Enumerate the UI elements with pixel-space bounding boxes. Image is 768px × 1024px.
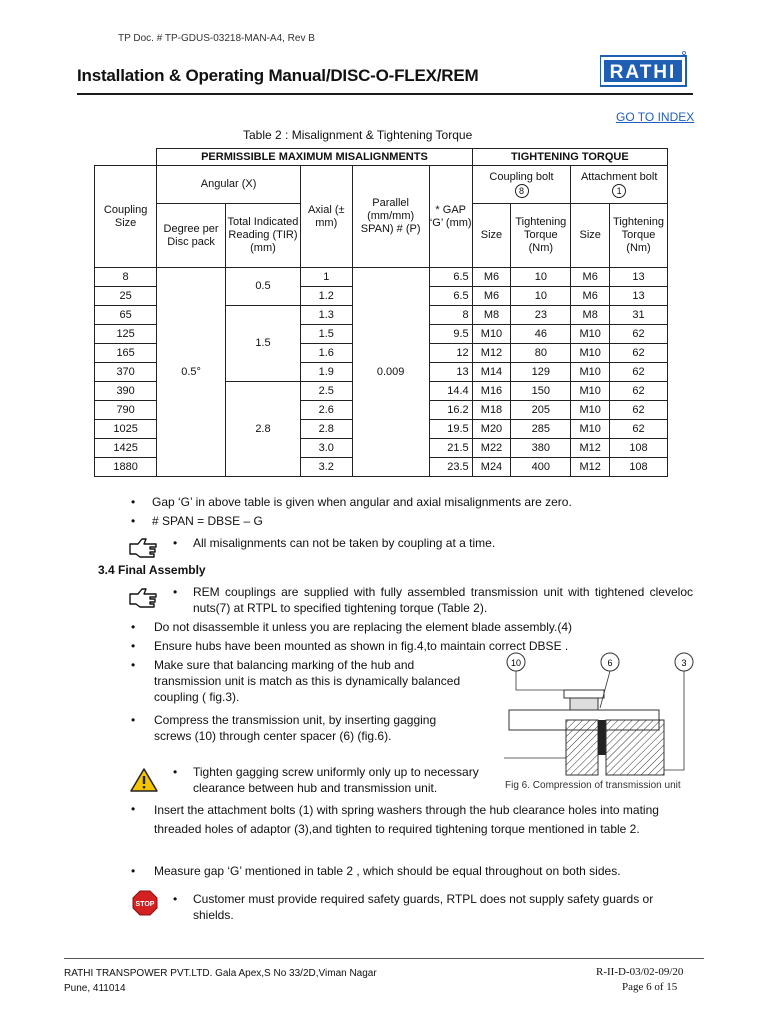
attachment-bolt-ref: 1 [612,184,626,198]
header-ab-size: Size [571,204,610,268]
attachment-bolt-torque-cell: 62 [610,420,668,439]
coupling-bolt-size-cell: M6 [472,268,511,287]
header-angular: Angular (X) [157,166,301,204]
header-cb-size: Size [472,204,511,268]
attachment-bolt-torque-cell: 108 [610,458,668,477]
step-balancing-marking: • Make sure that balancing marking of the hub and transmission unit is match as this is dynamically balanced coupling ( fig.3). [131,658,461,704]
pointing-hand-icon [128,586,158,608]
tir-cell: 1.5 [225,306,300,382]
gap-cell: 13 [429,363,472,382]
coupling-bolt-torque-cell: 150 [511,382,571,401]
coupling-bolt-size-cell: M18 [472,401,511,420]
coupling-size-cell: 125 [95,325,157,344]
axial-cell: 1 [301,268,353,287]
header-attachment-bolt [571,166,668,204]
attachment-bolt-label: Attachment bolt [580,171,658,183]
tir-cell: 0.5 [225,268,300,306]
coupling-bolt-ref: 8 [515,184,529,198]
stop-label: STOP [135,901,155,908]
attachment-bolt-torque-cell: 31 [610,306,668,325]
header-rule [77,93,693,95]
pointing-hand-icon [128,536,158,558]
coupling-bolt-torque-cell: 10 [511,287,571,306]
gap-cell: 12 [429,344,472,363]
step-ensure-hubs: • Ensure hubs have been mounted as shown in fig.4,to maintain correct DBSE . [131,639,569,653]
attachment-bolt-torque-cell: 62 [610,344,668,363]
coupling-bolt-torque-cell: 205 [511,401,571,420]
axial-cell: 2.8 [301,420,353,439]
footer-address [64,966,377,996]
callout-6: 6 [607,658,613,668]
coupling-size-cell: 65 [95,306,157,325]
coupling-size-cell: 1025 [95,420,157,439]
coupling-bolt-size-cell: M24 [472,458,511,477]
gap-cell: 19.5 [429,420,472,439]
attachment-bolt-torque-cell: 62 [610,363,668,382]
gap-cell: 21.5 [429,439,472,458]
axial-cell: 1.5 [301,325,353,344]
step-safety-guards: • Customer must provide required safety guards, RTPL does not supply safety guards or shields. [173,892,654,922]
header-degree-per-disc-pack: Degree per Disc pack [157,204,226,268]
coupling-size-cell: 25 [95,287,157,306]
header-cb-torque: Tightening Torque (Nm) [511,204,571,268]
header-coupling-bolt [472,166,571,204]
step-rem-supplied: • REM couplings are supplied with fully assembled transmission unit with tightened cleveloc nuts(7) at RTPL to specified tightening torque (Table 2). [173,585,693,615]
gap-cell: 6.5 [429,287,472,306]
axial-cell: 1.6 [301,344,353,363]
coupling-bolt-size-cell: M22 [472,439,511,458]
coupling-size-cell: 165 [95,344,157,363]
misalignment-torque-table [94,148,668,477]
attachment-bolt-size-cell: M10 [571,401,610,420]
callout-3: 3 [681,658,687,668]
step-do-not-disassemble: • Do not disassemble it unless you are replacing the element blade assembly.(4) [131,620,572,634]
parallel-cell: 0.009 [352,268,429,477]
axial-cell: 1.2 [301,287,353,306]
coupling-bolt-size-cell: M14 [472,363,511,382]
warning-icon [129,767,159,793]
coupling-bolt-size-cell: M8 [472,306,511,325]
attachment-bolt-torque-cell: 62 [610,382,668,401]
coupling-bolt-torque-cell: 80 [511,344,571,363]
axial-cell: 1.9 [301,363,353,382]
attachment-bolt-size-cell: M10 [571,344,610,363]
attachment-bolt-size-cell: M10 [571,363,610,382]
axial-cell: 2.5 [301,382,353,401]
coupling-bolt-torque-cell: 10 [511,268,571,287]
coupling-bolt-torque-cell: 285 [511,420,571,439]
header-gap: * GAP ‘G’ (mm) [429,166,472,268]
step-measure-gap: • Measure gap ‘G’ mentioned in table 2 , which should be equal throughout on both sides. [131,864,621,878]
figure-6-compression-diagram [504,650,694,780]
header-tightening-torque: TIGHTENING TORQUE [472,149,667,166]
tir-cell: 2.8 [225,382,300,477]
coupling-size-cell: 1880 [95,458,157,477]
axial-cell: 1.3 [301,306,353,325]
header-axial: Axial (± mm) [301,166,353,268]
section-heading: 3.4 Final Assembly [98,563,206,577]
header-ab-torque: Tightening Torque (Nm) [610,204,668,268]
gap-cell: 6.5 [429,268,472,287]
coupling-bolt-size-cell: M16 [472,382,511,401]
coupling-bolt-torque-cell: 380 [511,439,571,458]
attachment-bolt-size-cell: M10 [571,382,610,401]
header-permissible-misalignments: PERMISSIBLE MAXIMUM MISALIGNMENTS [157,149,472,166]
attachment-bolt-size-cell: M10 [571,420,610,439]
coupling-bolt-torque-cell: 23 [511,306,571,325]
coupling-bolt-size-cell: M12 [472,344,511,363]
coupling-bolt-torque-cell: 129 [511,363,571,382]
coupling-size-cell: 8 [95,268,157,287]
step-insert-bolts: • Insert the attachment bolts (1) with spring washers through the hub clearance holes into mating threaded holes of adaptor (3),and tighten to required tightening torque mentioned in table 2. [131,802,659,836]
footer-city: Pune, 411014 [64,983,126,994]
coupling-bolt-size-cell: M20 [472,420,511,439]
attachment-bolt-torque-cell: 13 [610,287,668,306]
axial-cell: 2.6 [301,401,353,420]
attachment-bolt-size-cell: M6 [571,268,610,287]
footer-company: RATHI TRANSPOWER PVT.LTD. Gala Apex,S No 33/2D,Viman Nagar [64,968,377,979]
header-coupling-size: Coupling Size [95,166,157,268]
axial-cell: 3.0 [301,439,353,458]
coupling-size-cell: 370 [95,363,157,382]
rathi-logo [600,50,688,90]
coupling-bolt-size-cell: M6 [472,287,511,306]
attachment-bolt-size-cell: M12 [571,439,610,458]
coupling-bolt-torque-cell: 46 [511,325,571,344]
stop-sign-icon [132,890,158,916]
logo-text: RATHI [609,62,677,83]
header-tir: Total Indicated Reading (TIR) (mm) [225,204,300,268]
document-reference: TP Doc. # TP-GDUS-03218-MAN-A4, Rev B [118,33,315,44]
axial-cell: 3.2 [301,458,353,477]
coupling-bolt-size-cell: M10 [472,325,511,344]
footer-page-number: Page 6 of 15 [622,981,678,993]
go-to-index-link[interactable]: GO TO INDEX [616,110,695,124]
coupling-size-cell: 1425 [95,439,157,458]
callout-10: 10 [510,658,522,668]
table-caption: Table 2 : Misalignment & Tightening Torque [243,128,473,142]
coupling-size-cell: 390 [95,382,157,401]
step-compress-unit: • Compress the transmission unit, by inserting gagging screws (10) through center spacer (6) (fig.6). [131,713,437,743]
page-title: Installation & Operating Manual/DISC-O-FLEX/REM [77,66,479,85]
header-parallel: Parallel (mm/mm) SPAN) # (P) [352,166,429,268]
gap-cell: 9.5 [429,325,472,344]
gap-cell: 8 [429,306,472,325]
gap-cell: 16.2 [429,401,472,420]
attachment-bolt-size-cell: M8 [571,306,610,325]
attachment-bolt-torque-cell: 62 [610,401,668,420]
attachment-bolt-size-cell: M10 [571,325,610,344]
gap-cell: 14.4 [429,382,472,401]
gap-cell: 23.5 [429,458,472,477]
degree-per-disc-pack-cell: 0.5° [157,268,226,477]
footer-doc-code: R-II-D-03/02-09/20 [596,966,684,978]
step-tighten-gagging: • Tighten gagging screw uniformly only up to necessary clearance between hub and transmission unit. [173,765,479,795]
coupling-bolt-torque-cell: 400 [511,458,571,477]
attachment-bolt-torque-cell: 108 [610,439,668,458]
table-row [95,268,668,287]
footer-rule [64,958,704,959]
coupling-bolt-label: Coupling bolt [489,171,554,183]
attachment-bolt-size-cell: M12 [571,458,610,477]
attachment-bolt-size-cell: M6 [571,287,610,306]
figure-6-caption: Fig 6. Compression of transmission unit [505,780,681,791]
attachment-bolt-torque-cell: 13 [610,268,668,287]
coupling-size-cell: 790 [95,401,157,420]
attachment-bolt-torque-cell: 62 [610,325,668,344]
